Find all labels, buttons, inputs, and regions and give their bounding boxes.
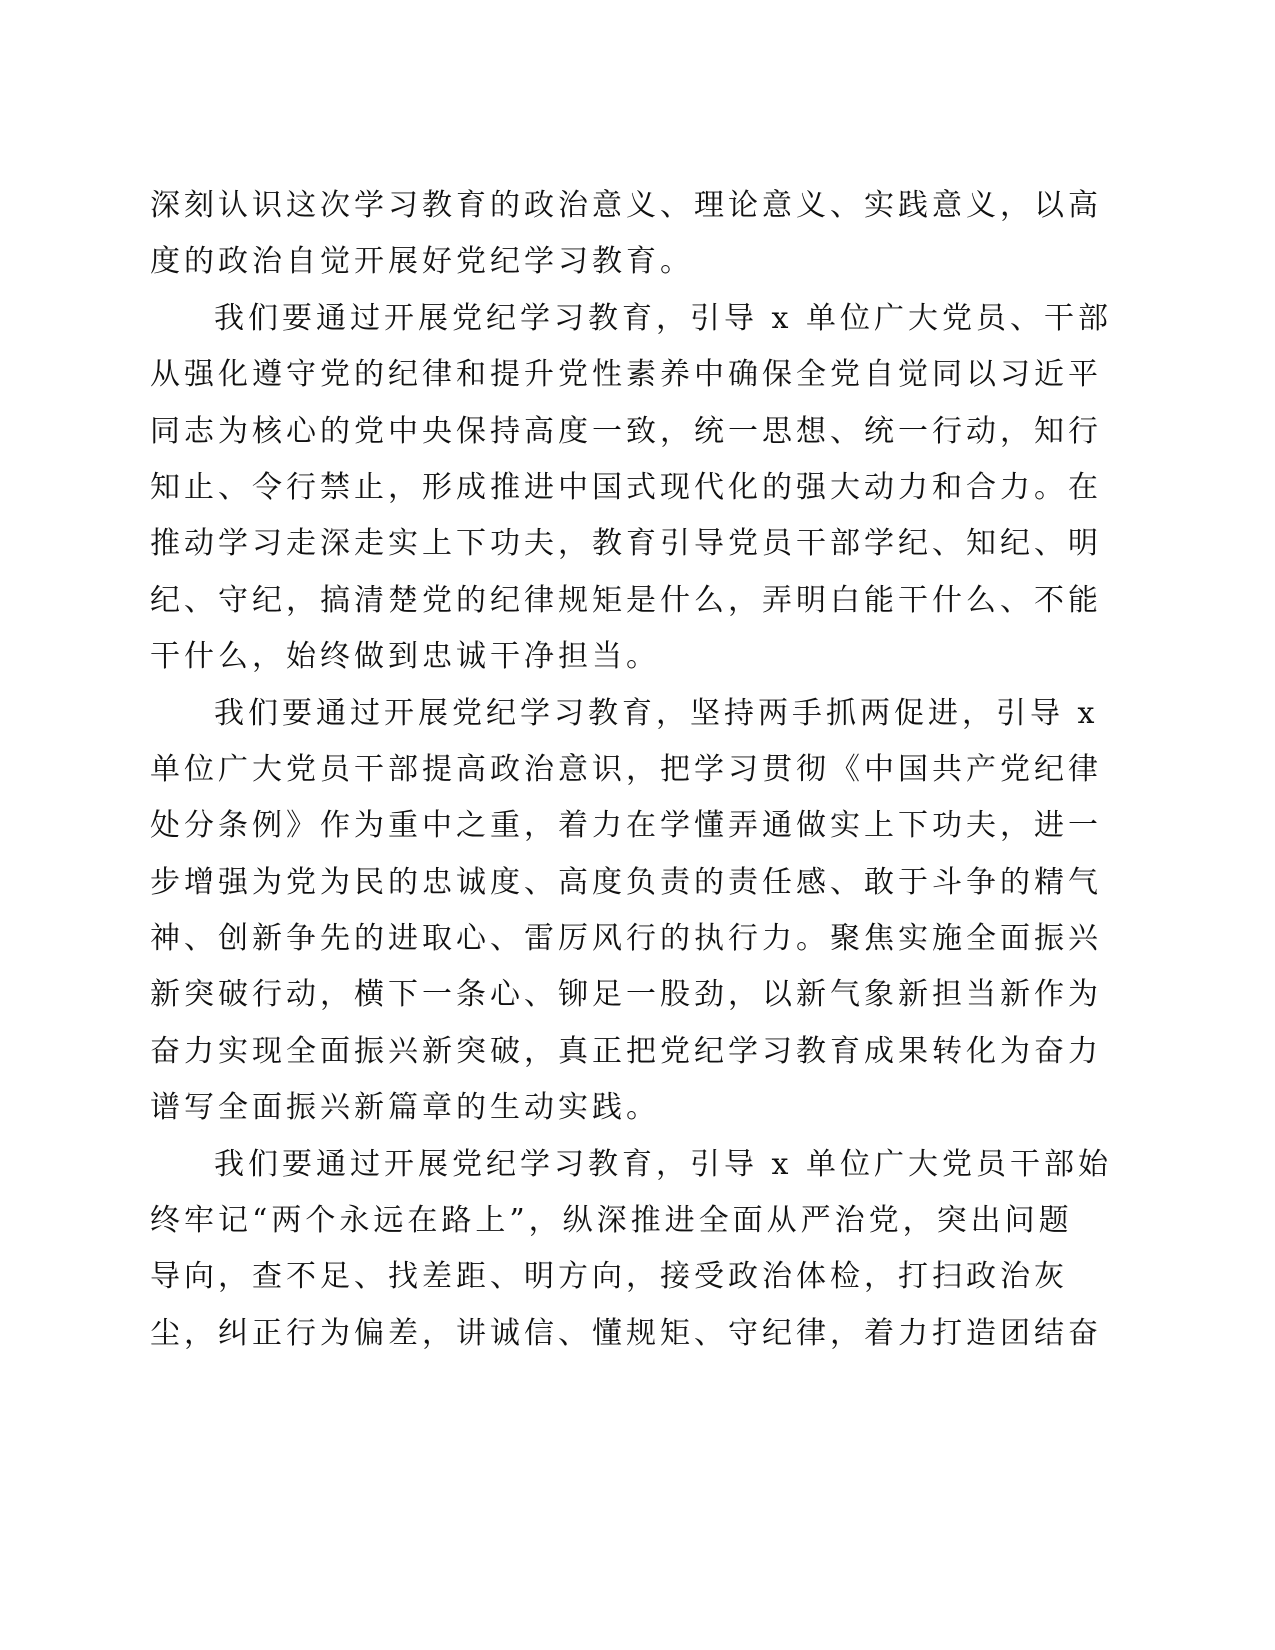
text-line: 导向，查不足、找差距、明方向，接受政治体检，打扫政治灰 (150, 1259, 1068, 1295)
text-line: 干什么，始终做到忠诚干净担当。 (150, 639, 660, 675)
text-line: 纪、守纪，搞清楚党的纪律规矩是什么，弄明白能干什么、不能 (150, 582, 1102, 618)
text-line: 处分条例》作为重中之重，着力在学懂弄通做实上下功夫，进一 (150, 808, 1102, 844)
text-line: 步增强为党为民的忠诚度、高度负责的责任感、敢于斗争的精气 (150, 864, 1102, 900)
text-line: 奋力实现全面振兴新突破，真正把党纪学习教育成果转化为奋力 (150, 1033, 1102, 1069)
text-line: 知止、令行禁止，形成推进中国式现代化的强大动力和合力。在 (150, 469, 1102, 505)
text-line: 单位广大党员干部提高政治意识，把学习贯彻《中国共产党纪律 (150, 751, 1102, 787)
text-line: 谱写全面振兴新篇章的生动实践。 (150, 1090, 660, 1126)
paragraph-first-line: 我们要通过开展党纪学习教育，引导 x 单位广大党员、干部 (214, 300, 1112, 336)
body-text (150, 178, 1112, 1362)
text-line: 尘，纠正行为偏差，讲诚信、懂规矩、守纪律，着力打造团结奋 (150, 1315, 1102, 1351)
paragraph-first-line: 我们要通过开展党纪学习教育，引导 x 单位广大党员干部始 (214, 1146, 1112, 1182)
text-line: 深刻认识这次学习教育的政治意义、理论意义、实践意义，以高 (150, 188, 1102, 223)
text-line: 推动学习走深走实上下功夫，教育引导党员干部学纪、知纪、明 (150, 526, 1102, 562)
text-line: 度的政治自觉开展好党纪学习教育。 (150, 244, 694, 280)
text-line: 终牢记“两个永远在路上”，纵深推进全面从严治党，突出问题 (150, 1203, 1073, 1239)
text-line: 同志为核心的党中央保持高度一致，统一思想、统一行动，知行 (150, 413, 1102, 449)
text-line: 新突破行动，横下一条心、铆足一股劲，以新气象新担当新作为 (150, 977, 1102, 1013)
paragraph-first-line: 我们要通过开展党纪学习教育，坚持两手抓两促进，引导 x (214, 695, 1099, 731)
text-line: 神、创新争先的进取心、雷厉风行的执行力。聚焦实施全面振兴 (150, 921, 1102, 957)
text-line: 从强化遵守党的纪律和提升党性素养中确保全党自觉同以习近平 (150, 357, 1102, 393)
